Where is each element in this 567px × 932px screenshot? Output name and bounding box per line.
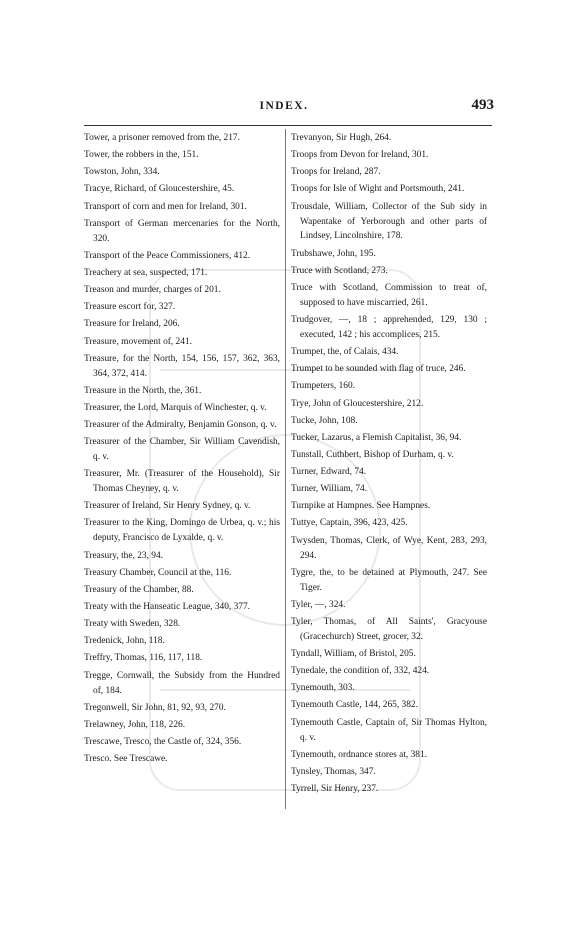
index-entry: Treasure in the North, the, 361.: [84, 385, 202, 396]
index-entry: Truce with Scotland, 273.: [291, 265, 388, 276]
index-entry: Trevanyon, Sir Hugh, 264.: [291, 133, 392, 143]
index-entry: Treasury, the, 23, 94.: [84, 550, 163, 561]
index-entry: Troops from Devon for Ireland, 301.: [291, 150, 429, 161]
index-entry: Treasurer, Mr. (Treasurer of the Household), Sir Thomas Cheyney, q. v.: [84, 469, 280, 495]
index-entry: Tucke, John, 108.: [291, 415, 358, 426]
index-entry: Tracye, Richard, of Gloucestershire, 45.: [84, 184, 235, 195]
index-entry: Tygre, the, to be detained at Plymouth, 247. See Tiger.: [291, 567, 487, 593]
index-entry: Treffry, Thomas, 116, 117, 118.: [84, 653, 203, 664]
index-entry: Trumpeters, 160.: [291, 381, 355, 392]
index-entry: Troops for Isle of Wight and Portsmouth, 241.: [291, 184, 465, 195]
index-entry: Tredenick, John, 118.: [84, 636, 165, 647]
index-entry: Tynemouth, ordnance stores at, 381.: [291, 749, 428, 760]
index-entry: Treasurer of Ireland, Sir Henry Sydney, q. v.: [84, 501, 251, 512]
index-entry: Tregge, Cornwall, the Subsidy from the Hundred of, 184.: [84, 670, 280, 696]
index-entry: Twysden, Thomas, Clerk, of Wye, Kent, 283, 293, 294.: [291, 535, 487, 561]
index-entry: Treaty with the Hanseatic League, 340, 377.: [84, 602, 251, 612]
index-entry: Transport of the Peace Commissioners, 412.: [84, 250, 251, 261]
index-entry: Treasure, movement of, 241.: [84, 336, 192, 347]
page-number: 493: [471, 97, 494, 113]
index-entry: Trousdale, William, Collector of the Sub sidy in Wapentake of Yerborough and other parts of Lindsey, Lincolnshire, 178.: [291, 201, 487, 242]
index-entry: Tyler, —, 324.: [291, 599, 346, 610]
index-entry: Tynemouth Castle, Captain of, Sir Thomas Hylton, q. v.: [291, 717, 487, 743]
index-entry: Tynsley, Thomas, 347.: [291, 766, 376, 777]
index-entry: Trudgover, —, 18 ; apprehended, 129, 130 ; executed, 142 ; his accomplices, 215.: [291, 314, 487, 340]
index-entry: Tower, a prisoner removed from the, 217.: [84, 133, 240, 143]
column-divider: [285, 129, 286, 809]
index-entry: Truce with Scotland, Commission to treat of, supposed to have miscarried, 261.: [291, 282, 487, 308]
index-entry: Treasurer of the Admiralty, Benjamin Gonson, q. v.: [84, 420, 277, 431]
index-entry: Tregonwell, Sir John, 81, 92, 93, 270.: [84, 702, 226, 713]
index-entry: Treasure, for the North, 154, 156, 157, 362, 363, 364, 372, 414.: [84, 353, 280, 379]
index-entry: Treasury of the Chamber, 88.: [84, 584, 194, 595]
index-entry: Towston, John, 334.: [84, 167, 160, 178]
index-entry: Turnpike at Hampnes. See Hampnes.: [291, 501, 431, 512]
index-entry: Trelawney, John, 118, 226.: [84, 719, 186, 730]
index-column-right: [291, 131, 487, 799]
index-entry: Turner, William, 74.: [291, 484, 368, 495]
index-entry: Treasurer to the King, Domingo de Urbea, q. v.; his deputy, Francisco de Lyxalde, q. v.: [84, 518, 280, 544]
index-entry: Tynedale, the condition of, 332, 424.: [291, 666, 430, 677]
index-entry: Tower, the robbers in the, 151.: [84, 150, 199, 161]
index-entry: Tynemouth Castle, 144, 265, 382.: [291, 700, 418, 711]
index-entry: Tyndall, William, of Bristol, 205.: [291, 649, 416, 660]
index-entry: Treasure escort for, 327.: [84, 302, 176, 313]
page-title: INDEX.: [259, 100, 309, 112]
index-entry: Trye, John of Gloucestershire, 212.: [291, 398, 424, 409]
index-column-left: [84, 131, 280, 769]
index-entry: Tucker, Lazarus, a Flemish Capitalist, 36, 94.: [291, 432, 462, 443]
index-entry: Treasury Chamber, Council at the, 116.: [84, 567, 232, 578]
index-entry: Tunstall, Cuthbert, Bishop of Durham, q. v.: [291, 449, 454, 460]
index-entry: Treasure for Ireland, 206.: [84, 319, 180, 330]
index-entry: Treasurer of the Chamber, Sir William Cavendish, q. v.: [84, 437, 280, 463]
index-entry: Transport of corn and men for Ireland, 301.: [84, 201, 247, 212]
index-entry: Trubshawe, John, 195.: [291, 248, 376, 259]
index-entry: Tyrrell, Sir Henry, 237.: [291, 783, 379, 794]
index-entry: Treaty with Sweden, 328.: [84, 619, 181, 630]
index-entry: Treasurer, the Lord, Marquis of Winchester, q. v.: [84, 402, 267, 413]
index-entry: Treachery at sea, suspected, 171.: [84, 267, 208, 278]
page-header: [84, 97, 494, 119]
index-entry: Tresco. See Trescawe.: [84, 754, 168, 765]
index-entry: Tynemouth, 303.: [291, 683, 355, 694]
index-entry: Transport of German mercenaries for the North, 320.: [84, 218, 280, 244]
index-entry: Trescawe, Tresco, the Castle of, 324, 356.: [84, 736, 242, 747]
index-entry: Troops for Ireland, 287.: [291, 167, 381, 178]
index-entry: Treason and murder, charges of 201.: [84, 285, 221, 296]
index-entry: Trumpet, the, of Calais, 434.: [291, 347, 399, 358]
index-entry: Trumpet to be sounded with flag of truce, 246.: [291, 364, 466, 375]
header-rule: [84, 125, 492, 126]
index-entry: Tuttye, Captain, 396, 423, 425.: [291, 518, 408, 529]
index-entry: Turner, Edward, 74.: [291, 467, 367, 478]
index-entry: Tyler, Thomas, of All Saints', Gracyouse (Gracechurch) Street, grocer, 32.: [291, 616, 487, 642]
